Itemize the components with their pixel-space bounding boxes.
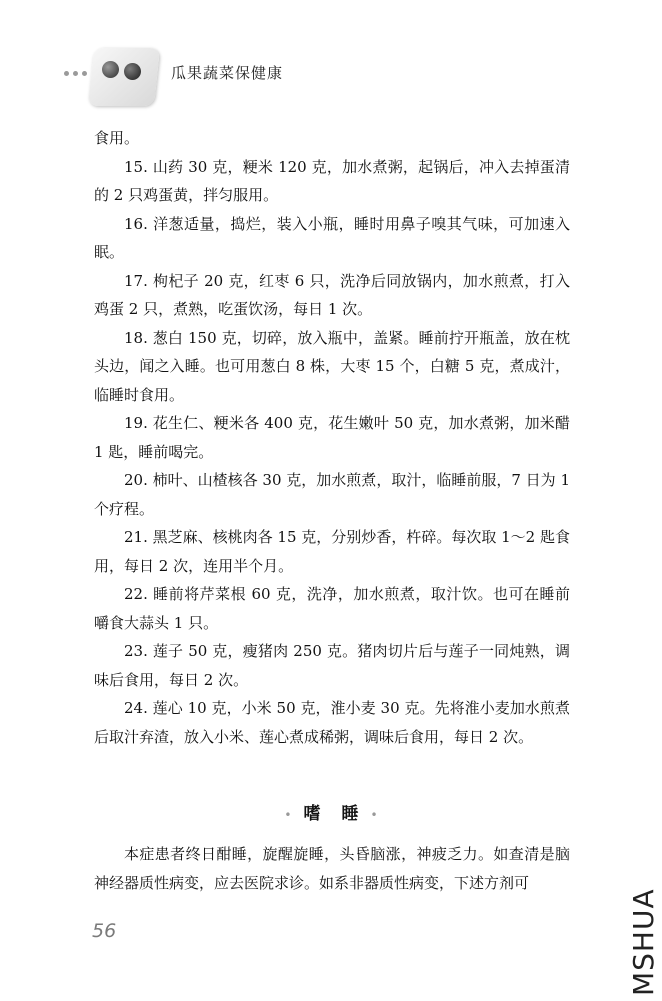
fruit-plate-logo-icon bbox=[88, 48, 160, 106]
running-header bbox=[0, 40, 662, 110]
paragraph-remedy-17: 17. 枸杞子 20 克，红枣 6 只，洗净后同放锅内，加水煎煮，打入鸡蛋 2 只，煮熟，吃蛋饮汤，每日 1 次。 bbox=[94, 271, 570, 318]
page-number: 56 bbox=[92, 920, 117, 942]
paragraph-remedy-20: 20. 柿叶、山楂核各 30 克，加水煎煮，取汁，临睡前服，7 日为 1 个疗程。 bbox=[94, 471, 570, 518]
section-title-text: 嗜 睡 bbox=[303, 804, 361, 824]
paragraph-continuation: 食用。 bbox=[94, 129, 140, 147]
bullet-icon: • bbox=[370, 808, 380, 822]
dot bbox=[73, 71, 78, 76]
paragraph-remedy-23: 23. 莲子 50 克，瘦猪肉 250 克。猪肉切片后与莲子一同炖熟，调味后食用，每日 2 次。 bbox=[94, 642, 570, 689]
paragraph-remedy-18: 18. 葱白 150 克，切碎，放入瓶中，盖紧。睡前拧开瓶盖，放在枕头边，闻之入睡。也可用葱白 8 株，大枣 15 个，白糖 5 克，煮成汁，临睡时食用。 bbox=[94, 328, 570, 404]
paragraph-remedy-15: 15. 山药 30 克，粳米 120 克，加水煮粥，起锅后，冲入去掉蛋清的 2 只鸡蛋黄，拌匀服用。 bbox=[94, 157, 570, 204]
header-dots-icon bbox=[64, 71, 87, 76]
paragraph-remedy-19: 19. 花生仁、粳米各 400 克，花生嫩叶 50 克，加水煮粥，加米醋 1 匙，睡前喝完。 bbox=[94, 414, 570, 461]
page-body bbox=[94, 124, 570, 897]
section-intro-paragraph: 本症患者终日酣睡，旋醒旋睡，头昏脑涨，神疲乏力。如查清是脑神经器质性病变，应去医院求诊。如系非器质性病变，下述方剂可 bbox=[94, 845, 570, 892]
paragraph-remedy-16: 16. 洋葱适量，捣烂，装入小瓶，睡时用鼻子嗅其气味，可加速入眠。 bbox=[94, 214, 570, 261]
fruit-icon bbox=[124, 63, 141, 80]
dot bbox=[64, 71, 69, 76]
watermark: MSHUA bbox=[627, 888, 660, 996]
header-title: 瓜果蔬菜保健康 bbox=[171, 64, 284, 82]
bullet-icon: • bbox=[284, 808, 294, 822]
section-heading bbox=[94, 799, 570, 824]
dot bbox=[82, 71, 87, 76]
paragraph-remedy-21: 21. 黑芝麻、核桃肉各 15 克，分别炒香，杵碎。每次取 1～2 匙食用，每日 2 次，连用半个月。 bbox=[94, 528, 570, 575]
paragraph-remedy-24: 24. 莲心 10 克，小米 50 克，淮小麦 30 克。先将淮小麦加水煎煮后取汁弃渣，放入小米、莲心煮成稀粥，调味后食用，每日 2 次。 bbox=[94, 699, 570, 746]
fruit-icon bbox=[102, 61, 119, 78]
paragraph-remedy-22: 22. 睡前将芹菜根 60 克，洗净，加水煎煮，取汁饮。也可在睡前嚼食大蒜头 1 只。 bbox=[94, 585, 570, 632]
